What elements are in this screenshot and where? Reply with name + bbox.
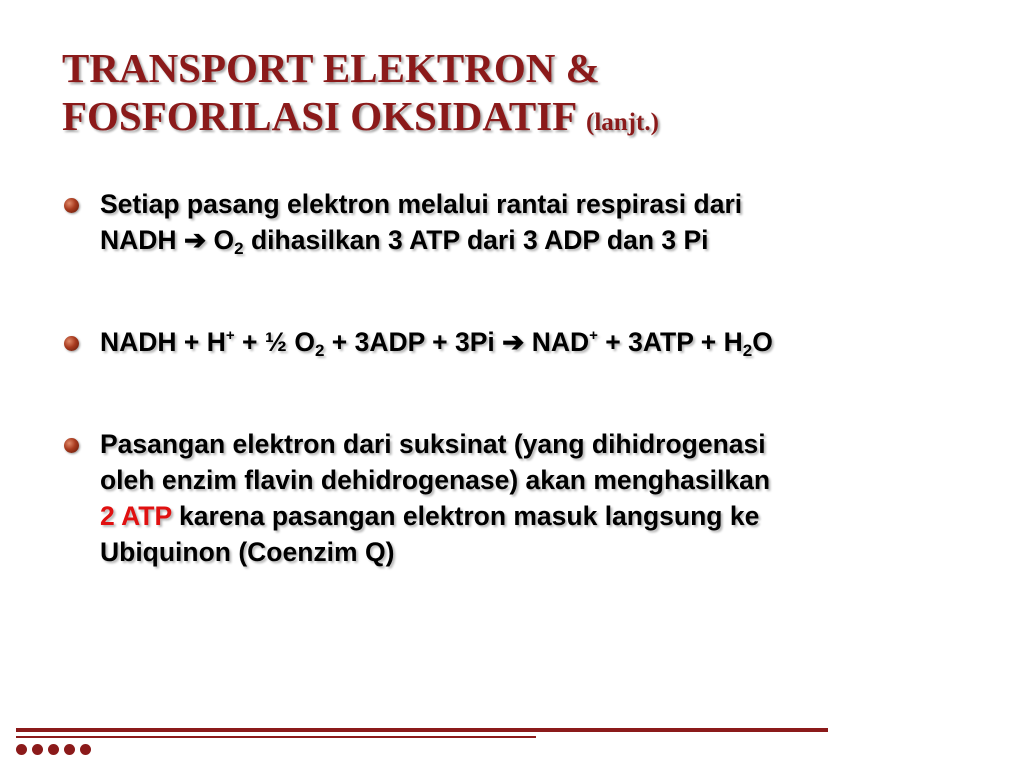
title-line-2: FOSFORILASI OKSIDATIF	[62, 93, 576, 139]
title-suffix: (lanjt.)	[586, 109, 659, 136]
title-line-1: TRANSPORT ELEKTRON &	[62, 45, 600, 91]
bullet-item-1	[64, 186, 994, 258]
bullet-dot-icon	[64, 198, 79, 213]
bullet-text-2: NADH + H+ + ½ $O_2 + 3ADP + 3Pi$ ➔ $NAD^+ + 3ATP + H_2O$	[100, 327, 773, 360]
bullet-text-1: Setiap pasang elektron melalui rantai respirasi dari NADH ➔ $O_2$ dihasilkan 3 ATP dari 3 ADP dan 3 Pi	[100, 189, 743, 258]
highlight-atp: 2 ATP	[100, 501, 172, 531]
bullet-dot-icon	[64, 438, 79, 453]
footer-dot-icon	[32, 744, 43, 755]
bullet-item-3	[64, 426, 994, 570]
bullet-item-2	[64, 324, 994, 360]
arrow-right-icon: ➔	[183, 225, 207, 255]
footer-dot-icon	[80, 744, 91, 755]
footer-divider-thick	[16, 728, 828, 732]
bullet-dot-icon	[64, 336, 79, 351]
footer-dot-icon	[48, 744, 59, 755]
bullet-text-3: Pasangan elektron dari suksinat (yang dihidrogenasi oleh enzim flavin dehidrogenase) akan menghasilkan 2 ATP karena pasangan elektron masuk langsung ke Ubiquinon (Coenzim Q)	[100, 429, 771, 567]
footer-divider-thin	[16, 736, 536, 738]
arrow-right-icon: ➔	[502, 327, 525, 357]
footer-dots	[16, 744, 91, 755]
slide-title	[62, 44, 1002, 147]
footer-dot-icon	[64, 744, 75, 755]
footer-dot-icon	[16, 744, 27, 755]
